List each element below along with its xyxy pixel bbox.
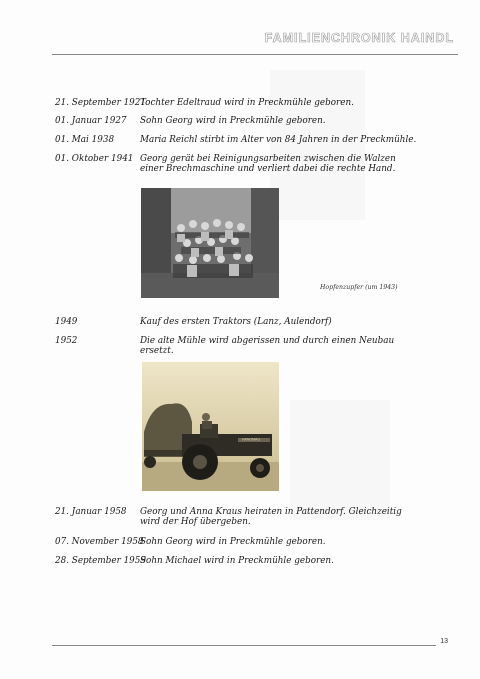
entry-text: Sohn Michael wird in Preckmühle geboren. [140,556,334,566]
entry-date: 01. Mai 1938 [55,135,115,145]
entry-text: Maria Reichl stirbt im Alter von 84 Jahren in der Preckmühle. [140,135,417,145]
photo-hop-pickers [141,188,279,298]
entry-date: 01. Oktober 1941 [55,154,134,164]
entry-date: 21. Januar 1958 [55,507,127,517]
entry-text: Sohn Georg wird in Preckmühle geboren. [140,537,326,547]
photo-tractor-image [142,362,279,491]
bleed-through-image [270,70,365,220]
entry-date: 07. November 1958 [55,537,144,547]
photo-caption: Hopfenzupfer (um 1943) [320,284,398,291]
entry-date: 01. Januar 1927 [55,116,127,126]
header-rule [52,54,458,55]
entry-date: 1952 [55,336,78,346]
entry-text: Kauf des ersten Traktors (Lanz, Aulendorf) [140,317,332,327]
footer-rule [52,645,436,646]
entry-date: 28. September 1959 [55,556,146,566]
entry-text: Georg gerät bei Reinigungsarbeiten zwischen die Walzen einer Brechmaschine und verliert dabei die rechte Hand. [140,154,396,174]
photo-hop-pickers-image [141,188,279,298]
entry-text: Tochter Edeltraud wird in Preckmühle geboren. [140,98,354,108]
photo-tractor [142,362,279,491]
page-number: 13 [440,638,448,645]
entry-text: Die alte Mühle wird abgerissen und durch einen Neubau ersetzt. [140,336,395,356]
bleed-through-image [290,400,390,520]
entry-date: 21. September 1921 [55,98,146,108]
page-header-title: FAMILIENCHRONIK HAINDL [264,31,454,45]
entry-date: 1949 [55,317,78,327]
tractor-brand-label: HANOMAG [242,437,261,442]
entry-text: Sohn Georg wird in Preckmühle geboren. [140,116,326,126]
entry-text: Georg und Anna Kraus heiraten in Pattendorf. Gleichzeitig wird der Hof übergeben. [140,507,402,527]
